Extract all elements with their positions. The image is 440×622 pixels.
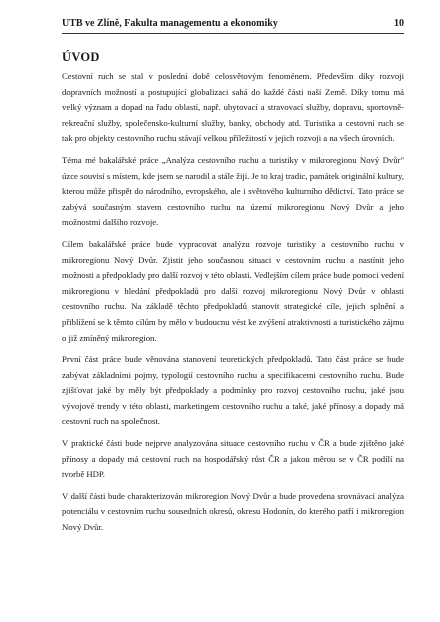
header-title: UTB ve Zlíně, Fakulta managementu a ekonomiky (62, 18, 278, 29)
paragraph-2: Téma mé bakalářské práce „Analýza cestovního ruchu a turistiky v mikroregionu Nový Dvůr" úzce souvisí s místem, kde jsem se narodil a stále žiji. Je to kraj tradic, památek originální kultury, kterou může přispět do národního, evropského, ale i světového kulturního dědictví. Tato práce se zabývá současným stavem cestovního ruchu na území mikroregionu Nový Dvůr a jeho možnostmi dalšího rozvoje. (62, 154, 404, 228)
paragraph-4: První část práce bude věnována stanovení teoretických předpokladů. Tato část práce se bude zabývat základními pojmy, typologií cestovního ruchu a specifikacemi cestovního ruchu. Bude zjišťovat jaké by měly být předpoklady a podmínky pro rozvoj cestovního ruchu, jaké jsou vývojové trendy v této oblasti, marketingem cestovního ruchu a také, jaké přínosy a dopady má cestovní ruch na společnost. (62, 354, 404, 427)
section-title: ÚVOD (62, 50, 100, 64)
paragraph-3: Cílem bakalářské práce bude vypracovat analýzu rozvoje turistiky a cestovního ruchu v mikroregionu Nový Dvůr. Zjistit jeho současnou situaci v cestovním ruchu a nastínit jeho možnosti a předpoklady pro další rozvoj v této oblasti. Vedlejším cílem práce bude pomoci vedení mikroregionu v hledání předpokladů pro další rozvoj mikroregionu Nový Dvůr v oblasti cestovního ruchu. Na základě těchto předpokladů stanovit strategické cíle, jejich splnění a přiblížení se k těmto cílům by mělo v budoucnu vést ke zvýšení atraktivnosti a turistického zájmu o již zmíněný mikroregion. (62, 238, 404, 343)
paragraph-6: V další části bude charakterizován mikroregion Nový Dvůr a bude provedena srovnávací analýza potenciálu v cestovním ruchu sousedních okresů, okresu Hodonín, do kterého patří i mikroregion Nový Dvůr. (62, 490, 404, 533)
header-divider (62, 33, 404, 34)
paragraph-5: V praktické části bude nejprve analyzována situace cestovního ruchu v ČR a bude zjištěno jaké přínosy a dopady má cestovní ruch na hospodářský růst ČR a jakou měrou se v ČR podílí na tvorbě HDP. (62, 438, 404, 480)
page-number: 10 (394, 18, 404, 29)
running-header (62, 17, 404, 31)
paragraph-1: Cestovní ruch se stal v poslední době celosvětovým fenoménem. Především díky rozvoji dopravních možností a postupující globalizaci sahá do každé části naší Země. Díky tomu má velký význam a dopad na řadu oblastí, např. ubytovací a stravovací služby, dopravu, sportovně-rekreační služby, společensko-kulturní služby, banky, obchody atd. Turistika a cestovní ruch se tak pro objekty cestovního ruchu stávají velkou příležitostí v jejich rozvoji a na všech úrovních. (62, 71, 404, 144)
body-text (62, 69, 404, 542)
